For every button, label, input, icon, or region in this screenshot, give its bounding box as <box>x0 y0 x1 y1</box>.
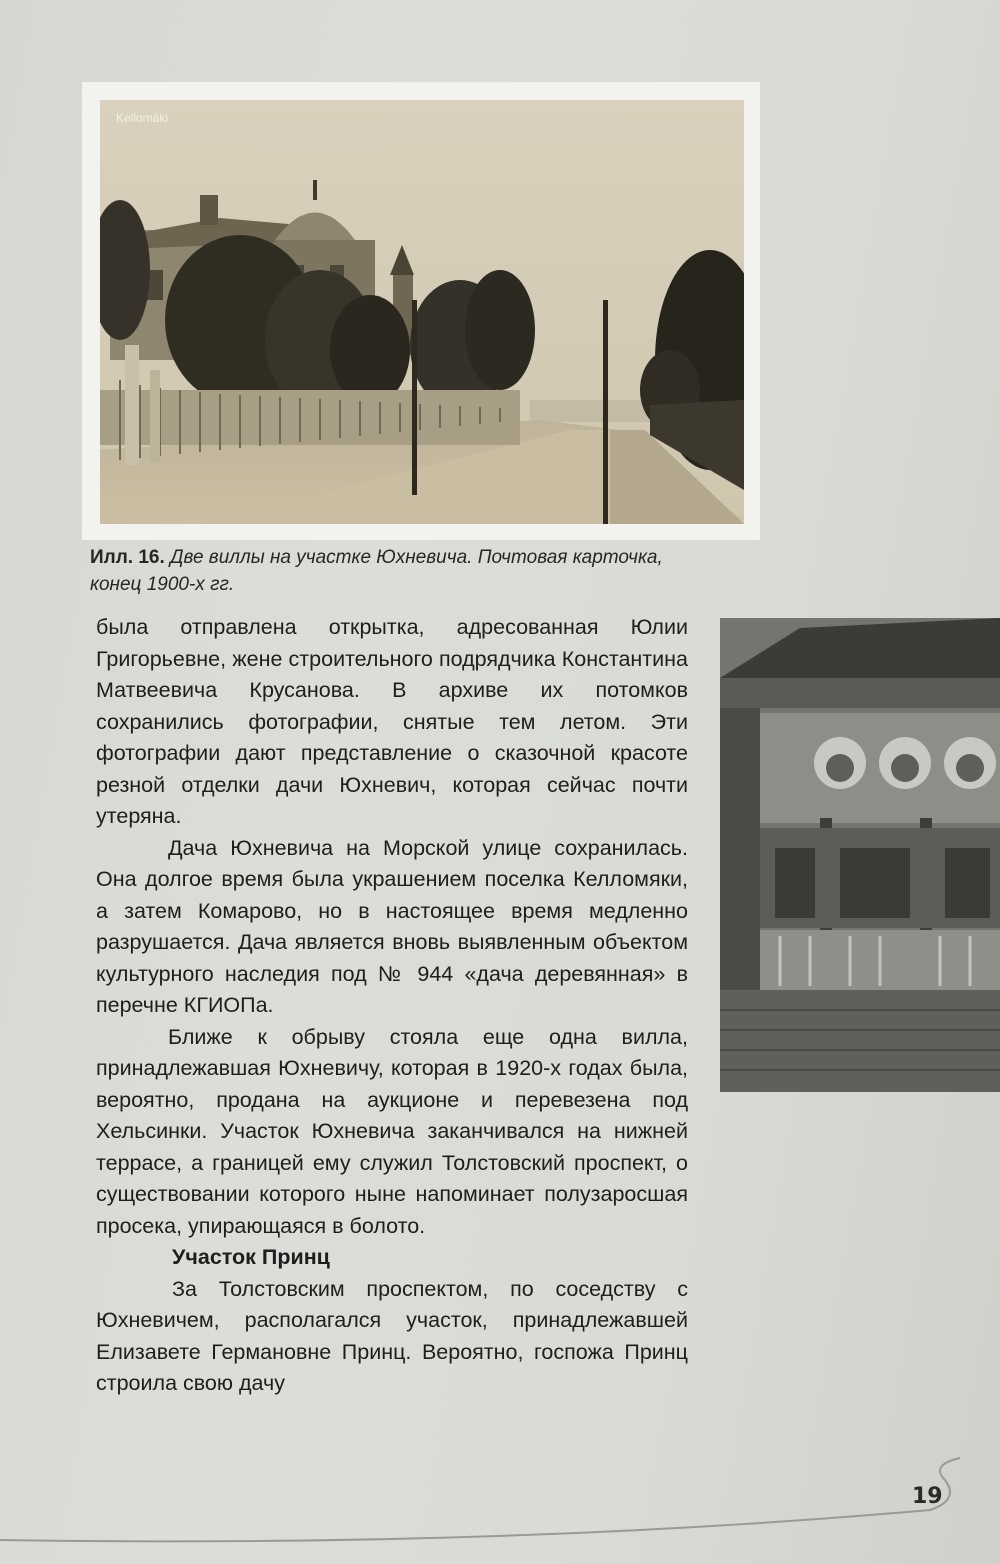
postcard-stamp: Kellomäki <box>116 111 169 125</box>
page-ornament <box>0 1440 1000 1564</box>
figure-caption <box>90 544 700 598</box>
paragraph-1: была отправлена открытка, адресованная Юлии Григорьевне, жене строительного подрядчика Константина Матвеевича Крусанова. В архиве их потомков сохранились фотографии, снятые тем летом. Эти фотографии дают представление о сказочной красоте резной отделки дачи Юхневич, которая сейчас почти утеряна. <box>96 615 688 828</box>
caption-label: Илл. 16. <box>90 547 165 568</box>
paragraph-4: За Толстовским проспектом, по соседству с Юхневичем, располагался участок, принадлежавшей Елизавете Германовне Принц. Вероятно, госпожа Принц строила свою дачу <box>96 1276 688 1395</box>
veranda-illustration <box>720 618 1000 1092</box>
caption-text: Две виллы на участке Юхневича. Почтовая карточка, конец 1900-х гг. <box>90 547 663 595</box>
paragraph-3: Ближе к обрыву стояла еще одна вилла, принадлежавшая Юхневичу, которая в 1920-х годах была, вероятно, продана на аукционе и перевезена под Хельсинки. Участок Юхневича заканчивался на нижней террасе, а границей ему служил Толстовский проспект, о существовании которого ныне напоминает полузаросшая просека, упирающаяся в болото. <box>96 1024 688 1238</box>
veranda-photo <box>720 618 1000 1092</box>
page-number: 19 <box>912 1484 943 1509</box>
postcard-photo <box>100 100 744 524</box>
postcard-illustration <box>100 100 744 524</box>
paragraph-2: Дача Юхневича на Морской улице сохранилась. Она долгое время была украшением поселка Келломяки, а затем Комарово, но в настоящее время медленно разрушается. Дача является вновь выявленным объектом культурного наследия под № 944 «дача деревянная» в перечне КГИОПа. <box>96 835 688 1017</box>
section-heading: Участок Принц <box>172 1245 330 1269</box>
body-text <box>96 612 688 1400</box>
